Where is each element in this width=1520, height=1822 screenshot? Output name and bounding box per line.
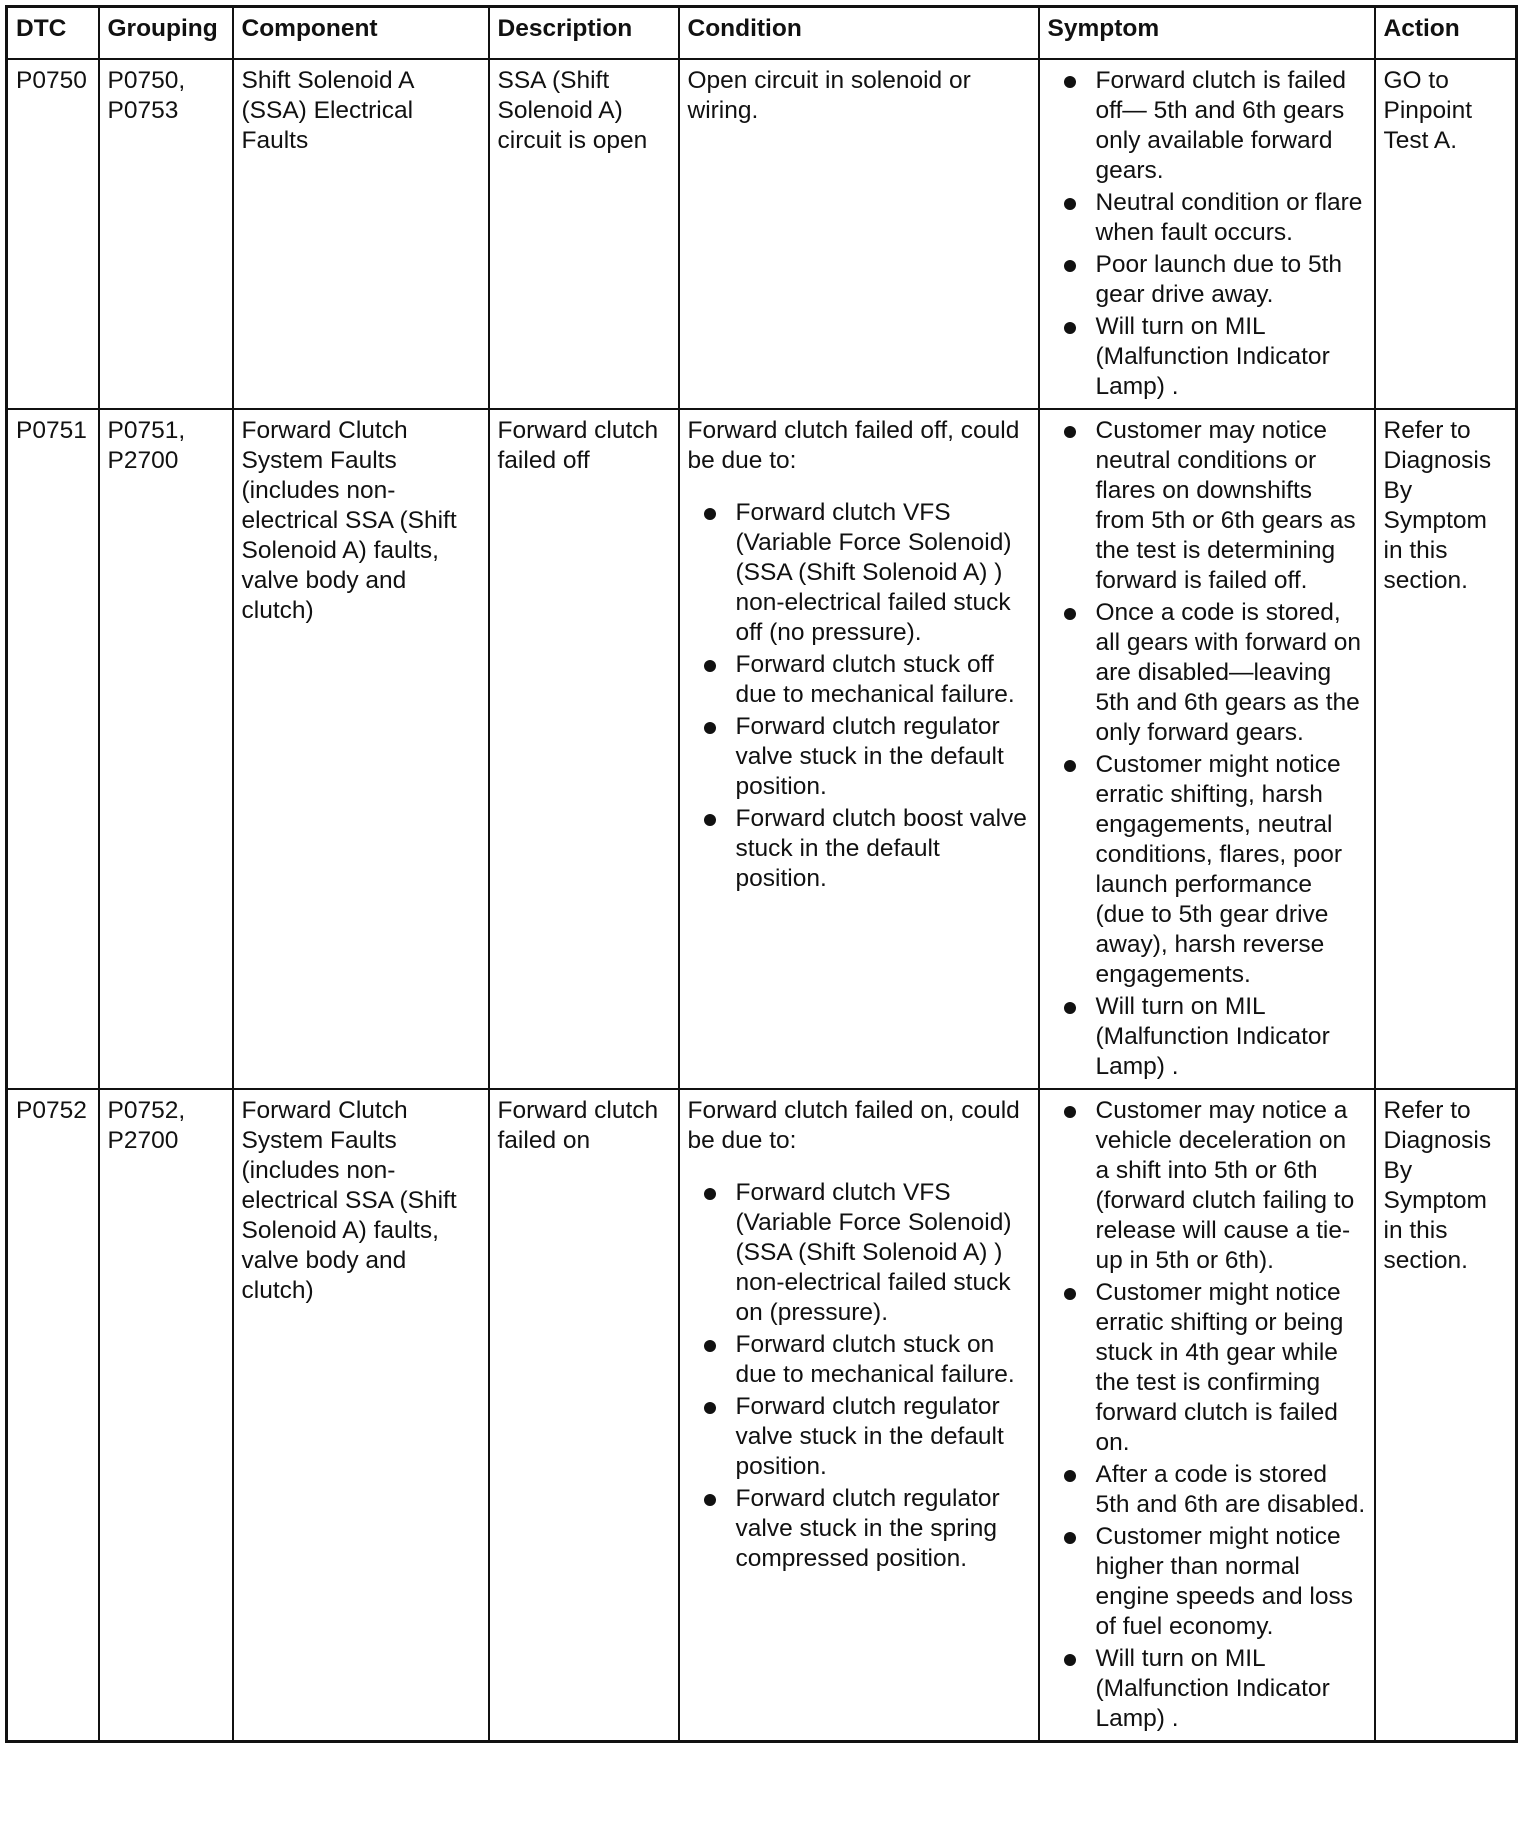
grouping-cell xyxy=(99,1089,233,1742)
bullet-icon xyxy=(1064,1002,1076,1014)
condition-item-text: Forward clutch boost valve stuck in the default position. xyxy=(735,805,1027,892)
bullet-icon xyxy=(1064,1654,1076,1666)
component-text: Forward Clutch System Faults (includes non-electrical SSA (Shift Solenoid A) faults, valve body and clutch) xyxy=(241,417,457,624)
component-cell xyxy=(233,1089,489,1742)
header-description: Description xyxy=(489,7,679,60)
symptom-item xyxy=(1060,66,1366,186)
description-cell xyxy=(489,59,679,409)
dtc-table-wrapper xyxy=(5,5,1515,1743)
dtc-table xyxy=(5,5,1518,1743)
table-row xyxy=(7,59,1517,409)
action-text: Refer to Diagnosis By Symptom in this section. xyxy=(1383,417,1492,594)
bullet-icon xyxy=(704,1340,716,1352)
symptom-item xyxy=(1060,992,1366,1082)
description-text: Forward clutch failed on xyxy=(497,1097,659,1154)
action-text: Refer to Diagnosis By Symptom in this section. xyxy=(1383,1097,1492,1274)
description-cell xyxy=(489,409,679,1089)
symptom-item-text: Customer might notice erratic shifting, harsh engagements, neutral conditions, flares, poor launch performance (due to 5th gear drive away), harsh reverse engagements. xyxy=(1095,751,1342,988)
dtc-cell xyxy=(7,409,99,1089)
symptom-item-text: Will turn on MIL (Malfunction Indicator Lamp) . xyxy=(1095,313,1330,400)
header-component: Component xyxy=(233,7,489,60)
symptom-item-text: Once a code is stored, all gears with forward on are disabled—leaving 5th and 6th gears as the only forward gears. xyxy=(1095,599,1362,746)
action-cell xyxy=(1375,409,1517,1089)
grouping-cell xyxy=(99,59,233,409)
dtc-cell xyxy=(7,1089,99,1742)
condition-item xyxy=(700,1330,1030,1390)
component-text: Forward Clutch System Faults (includes non-electrical SSA (Shift Solenoid A) faults, valve body and clutch) xyxy=(241,1097,457,1304)
condition-cell xyxy=(679,59,1039,409)
header-grouping: Grouping xyxy=(99,7,233,60)
condition-item xyxy=(700,1484,1030,1574)
condition-intro: Forward clutch failed off, could be due to: xyxy=(687,417,1020,474)
bullet-icon xyxy=(1064,76,1076,88)
condition-list xyxy=(688,1178,1030,1574)
symptom-item xyxy=(1060,1460,1366,1520)
condition-item-text: Forward clutch VFS (Variable Force Solenoid) (SSA (Shift Solenoid A) ) non-electrical failed stuck on (pressure). xyxy=(735,1179,1012,1326)
symptom-list xyxy=(1060,66,1366,402)
bullet-icon xyxy=(1064,608,1076,620)
condition-item-text: Forward clutch stuck on due to mechanical failure. xyxy=(735,1331,1015,1388)
dtc-code: P0750 xyxy=(16,67,87,94)
bullet-icon xyxy=(704,1494,716,1506)
bullet-icon xyxy=(1064,1288,1076,1300)
description-cell xyxy=(489,1089,679,1742)
action-text: GO to Pinpoint Test A. xyxy=(1383,67,1473,154)
symptom-item-text: Will turn on MIL (Malfunction Indicator Lamp) . xyxy=(1095,1645,1330,1732)
grouping-text: P0750, P0753 xyxy=(107,67,186,124)
condition-cell xyxy=(679,409,1039,1089)
condition-item-text: Forward clutch stuck off due to mechanical failure. xyxy=(735,651,1015,708)
condition-item xyxy=(700,498,1030,648)
symptom-item xyxy=(1060,750,1366,990)
condition-item-text: Forward clutch regulator valve stuck in the spring compressed position. xyxy=(735,1485,1000,1572)
component-text: Shift Solenoid A (SSA) Electrical Faults xyxy=(241,67,414,154)
bullet-icon xyxy=(1064,1470,1076,1482)
symptom-item xyxy=(1060,188,1366,248)
action-cell xyxy=(1375,1089,1517,1742)
symptom-item xyxy=(1060,416,1366,596)
table-row xyxy=(7,1089,1517,1742)
bullet-icon xyxy=(1064,260,1076,272)
condition-item-text: Forward clutch regulator valve stuck in the default position. xyxy=(735,1393,1004,1480)
header-symptom: Symptom xyxy=(1039,7,1375,60)
dtc-code: P0752 xyxy=(16,1097,87,1124)
condition-item-text: Forward clutch regulator valve stuck in the default position. xyxy=(735,713,1004,800)
grouping-text: P0751, P2700 xyxy=(107,417,186,474)
symptom-item-text: After a code is stored 5th and 6th are disabled. xyxy=(1095,1461,1366,1518)
header-condition: Condition xyxy=(679,7,1039,60)
bullet-icon xyxy=(1064,322,1076,334)
bullet-icon xyxy=(1064,426,1076,438)
bullet-icon xyxy=(704,1188,716,1200)
symptom-item-text: Forward clutch is failed off— 5th and 6th gears only available forward gears. xyxy=(1095,67,1347,184)
symptom-cell xyxy=(1039,59,1375,409)
condition-item-text: Forward clutch VFS (Variable Force Solenoid) (SSA (Shift Solenoid A) ) non-electrical failed stuck off (no pressure). xyxy=(735,499,1012,646)
bullet-icon xyxy=(704,722,716,734)
symptom-item-text: Customer may notice neutral conditions or flares on downshifts from 5th or 6th gears as the test is determining forward is failed off. xyxy=(1095,417,1356,594)
table-body xyxy=(7,59,1517,1742)
description-text: Forward clutch failed off xyxy=(497,417,659,474)
header-action: Action xyxy=(1375,7,1517,60)
symptom-item xyxy=(1060,250,1366,310)
bullet-icon xyxy=(1064,1106,1076,1118)
bullet-icon xyxy=(704,660,716,672)
symptom-item xyxy=(1060,1278,1366,1458)
symptom-item-text: Customer may notice a vehicle deceleration on a shift into 5th or 6th (forward clutch failing to release will cause a tie-up in 5th or 6th). xyxy=(1095,1097,1355,1274)
symptom-list xyxy=(1060,1096,1366,1734)
condition-cell xyxy=(679,1089,1039,1742)
symptom-item-text: Neutral condition or flare when fault occurs. xyxy=(1095,189,1363,246)
action-cell xyxy=(1375,59,1517,409)
dtc-code: P0751 xyxy=(16,417,87,444)
header-dtc: DTC xyxy=(7,7,99,60)
table-row xyxy=(7,409,1517,1089)
symptom-item-text: Will turn on MIL (Malfunction Indicator Lamp) . xyxy=(1095,993,1330,1080)
bullet-icon xyxy=(1064,198,1076,210)
condition-intro: Forward clutch failed on, could be due to: xyxy=(687,1097,1020,1154)
bullet-icon xyxy=(704,1402,716,1414)
symptom-item-text: Poor launch due to 5th gear drive away. xyxy=(1095,251,1343,308)
table-header-row xyxy=(7,7,1517,60)
symptom-item xyxy=(1060,1644,1366,1734)
condition-item xyxy=(700,1178,1030,1328)
condition-item xyxy=(700,1392,1030,1482)
symptom-item xyxy=(1060,598,1366,748)
symptom-item xyxy=(1060,1096,1366,1276)
bullet-icon xyxy=(704,814,716,826)
symptom-item-text: Customer might notice higher than normal engine speeds and loss of fuel economy. xyxy=(1095,1523,1353,1640)
bullet-icon xyxy=(1064,1532,1076,1544)
component-cell xyxy=(233,59,489,409)
dtc-cell xyxy=(7,59,99,409)
bullet-icon xyxy=(1064,760,1076,772)
component-cell xyxy=(233,409,489,1089)
condition-item xyxy=(700,712,1030,802)
description-text: SSA (Shift Solenoid A) circuit is open xyxy=(497,67,648,154)
symptom-item xyxy=(1060,1522,1366,1642)
condition-item xyxy=(700,650,1030,710)
grouping-cell xyxy=(99,409,233,1089)
symptom-item-text: Customer might notice erratic shifting or being stuck in 4th gear while the test is confirming forward clutch is failed on. xyxy=(1095,1279,1344,1456)
symptom-item xyxy=(1060,312,1366,402)
condition-list xyxy=(688,498,1030,894)
symptom-cell xyxy=(1039,1089,1375,1742)
symptom-cell xyxy=(1039,409,1375,1089)
symptom-list xyxy=(1060,416,1366,1082)
condition-intro: Open circuit in solenoid or wiring. xyxy=(687,67,971,124)
grouping-text: P0752, P2700 xyxy=(107,1097,186,1154)
bullet-icon xyxy=(704,508,716,520)
condition-item xyxy=(700,804,1030,894)
